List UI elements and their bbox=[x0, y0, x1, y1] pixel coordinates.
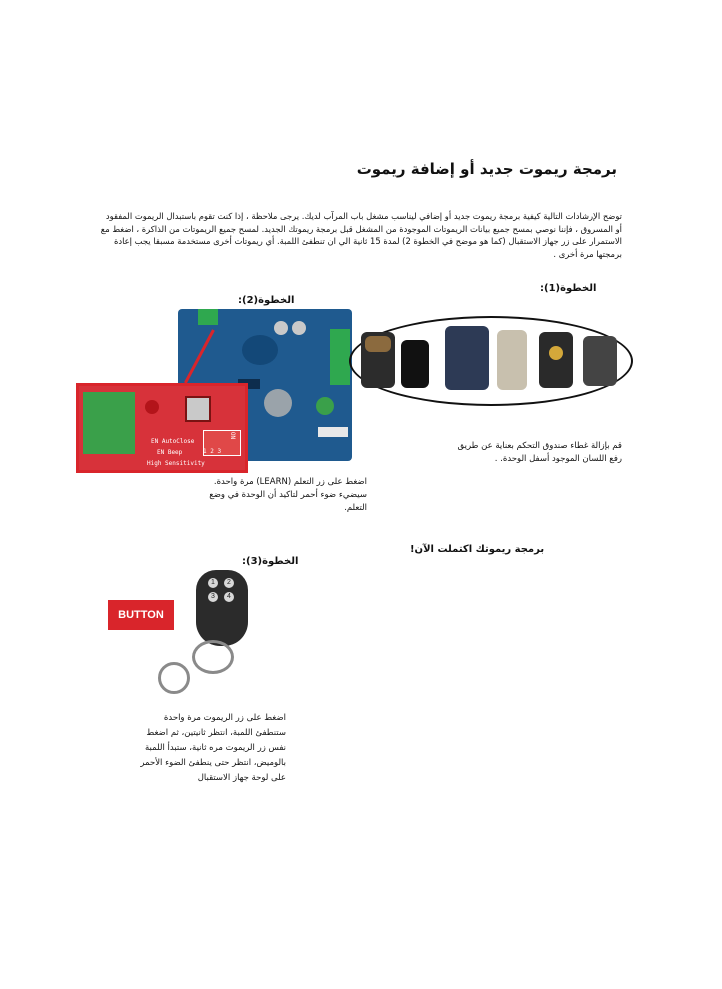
step2-label: الخطوة(2): bbox=[238, 295, 295, 306]
learn-button-closeup bbox=[76, 383, 248, 473]
board-label: ON bbox=[229, 431, 237, 440]
fob-key: 2 bbox=[224, 578, 234, 588]
intro-paragraph: توضح الإرشادات التالية كيفية برمجة ريموت جديد أو إضافي ليناسب مشغل باب المرآب لديك. يرجى ملاحظة ، إذا كنت تقوم باستبدال الريموت المفقود أو المسروق ، فإننا نوصي بمسح جميع بيانات الريموتات الموجودة من المشغل قبل برمجة ريموتك الجديد. لمسح جميع الريموتات من الذاكرة ، اضغط مع الاستمرار على زر جهاز الاستقبال (كما هو موضح في الخطوة 2) لمدة 15 ثانية الي ان تنطفئ اللمبة. أي ريموتات أخرى مستخدمة مسبقا يجب إعادة برمجتها مرة أخرى . bbox=[100, 211, 622, 259]
fob-key: 3 bbox=[208, 592, 218, 602]
step1-text: قم بإزالة غطاء صندوق التحكم بعناية عن طريق رفع اللسان الموجود أسفل الوحدة. . bbox=[457, 441, 622, 464]
learn-button bbox=[185, 396, 211, 422]
fob-key: 4 bbox=[224, 592, 234, 602]
step1-label: الخطوة(1): bbox=[540, 283, 597, 294]
board-label: EN Beep bbox=[157, 449, 183, 456]
board-label: High Sensitivity bbox=[147, 460, 205, 467]
step3-text: اضغط على زر الريموت مرة واحدة ستنطفئ اللمبة، انتظر ثانيتين، ثم اضغط نفس زر الريموت مره ثانية، ستبدأ اللمبة بالوميض، انتظر حتى ينطفئ الضوء الأحمر على لوحة جهاز الاستقبال bbox=[140, 713, 286, 783]
board-label: 1 2 3 bbox=[203, 448, 222, 455]
key-clip bbox=[158, 662, 190, 694]
step2-text: اضغط على زر التعلم (LEARN) مرة واحدة. سيضيء ضوء أحمر لتاكيد أن الوحدة في وضع التعلم. bbox=[209, 477, 367, 513]
step3-label: الخطوة(3): bbox=[242, 556, 299, 567]
button-callout: BUTTON bbox=[108, 600, 174, 630]
completion-note: برمجة ريموتك اكتملت الآن! bbox=[410, 544, 545, 555]
board-label: EN AutoClose bbox=[151, 438, 195, 445]
remotes-oval bbox=[349, 316, 633, 406]
fob-key: 1 bbox=[208, 578, 218, 588]
page-title: برمجة ريموت جديد أو إضافة ريموت bbox=[356, 160, 617, 178]
key-ring bbox=[192, 640, 234, 674]
key-fob-image bbox=[196, 570, 248, 646]
